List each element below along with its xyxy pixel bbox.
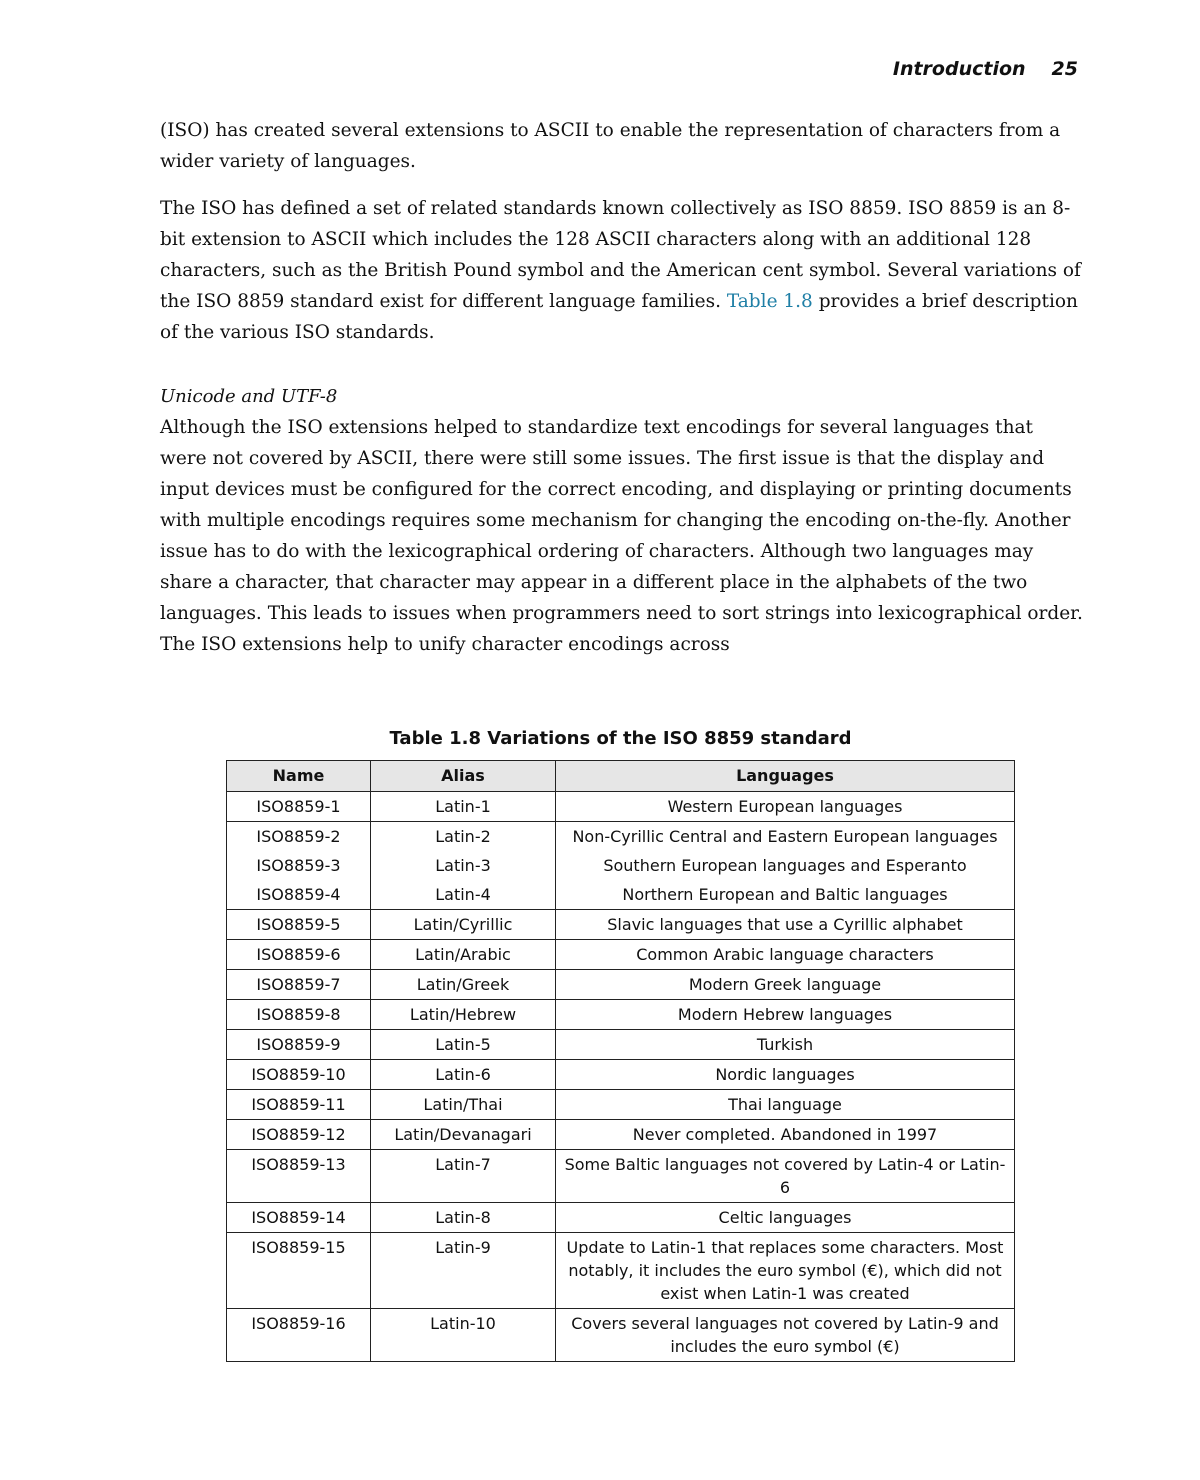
cell-name: ISO8859-6 [227,940,371,970]
table-row [227,1150,1015,1203]
cell-alias: Latin-2 [371,822,556,852]
cell-alias: Latin-6 [371,1060,556,1090]
cell-alias: Latin/Devanagari [371,1120,556,1150]
cell-languages: Celtic languages [556,1203,1015,1233]
cell-languages: Turkish [556,1030,1015,1060]
header-languages: Languages [556,761,1015,792]
paragraph-1-text: (ISO) has created several extensions to ASCII to enable the representation of characters from a wider variety of languages. [160,120,1061,172]
cell-name: ISO8859-15 [227,1233,371,1309]
cell-alias: Latin-5 [371,1030,556,1060]
cell-alias: Latin/Greek [371,970,556,1000]
cell-name: ISO8859-2 [227,822,371,852]
cell-name: ISO8859-5 [227,910,371,940]
table-row [227,1060,1015,1090]
cell-name: ISO8859-1 [227,792,371,822]
cell-languages: Update to Latin-1 that replaces some characters. Most notably, it includes the euro symbol (€), which did not exist when Latin-1 was created [556,1233,1015,1309]
running-head [893,58,1078,80]
cell-name: ISO8859-16 [227,1309,371,1362]
cell-alias: Latin-1 [371,792,556,822]
cell-name: ISO8859-3 [227,851,371,880]
cell-languages: Non-Cyrillic Central and Eastern European languages [556,822,1015,852]
cell-name: ISO8859-13 [227,1150,371,1203]
cell-alias: Latin/Hebrew [371,1000,556,1030]
table-header-row [227,761,1015,792]
table-row [227,792,1015,822]
table-row [227,940,1015,970]
cell-languages: Never completed. Abandoned in 1997 [556,1120,1015,1150]
cell-languages: Some Baltic languages not covered by Latin-4 or Latin-6 [556,1150,1015,1203]
cell-alias: Latin/Arabic [371,940,556,970]
cell-languages: Southern European languages and Esperanto [556,851,1015,880]
paragraph-2 [160,193,1085,348]
cell-alias: Latin/Thai [371,1090,556,1120]
paragraph-2-text [160,193,1085,348]
table-row [227,822,1015,852]
cell-languages: Thai language [556,1090,1015,1120]
cell-name: ISO8859-7 [227,970,371,1000]
cell-languages: Common Arabic language characters [556,940,1015,970]
paragraph-3 [160,412,1085,660]
cell-languages: Modern Greek language [556,970,1015,1000]
cell-name: ISO8859-11 [227,1090,371,1120]
cell-languages: Slavic languages that use a Cyrillic alphabet [556,910,1015,940]
table-row [227,851,1015,880]
table-row [227,1000,1015,1030]
table-row [227,1030,1015,1060]
header-alias: Alias [371,761,556,792]
cell-alias: Latin-7 [371,1150,556,1203]
cell-alias: Latin-10 [371,1309,556,1362]
paragraph-3-text: Although the ISO extensions helped to standardize text encodings for several languages that were not covered by ASCII, there were still some issues. The first issue is that the display and input devices must be configured for the correct encoding, and displaying or printing documents with multiple encodings requires some mechanism for changing the encoding on-the-fly. Another issue has to do with the lexicographical ordering of characters. Although two languages may share a character, that character may appear in a different place in the alphabets of the two languages. This leads to issues when programmers need to sort strings into lexicographical order. The ISO extensions help to unify character encodings across [160,417,1083,655]
header-name: Name [227,761,371,792]
cell-alias: Latin/Cyrillic [371,910,556,940]
page-number: 25 [1051,58,1078,80]
table-row [227,910,1015,940]
cell-name: ISO8859-8 [227,1000,371,1030]
cell-languages: Modern Hebrew languages [556,1000,1015,1030]
table-row [227,1309,1015,1362]
table-caption: Table 1.8 Variations of the ISO 8859 standard [389,728,852,749]
cell-name: ISO8859-9 [227,1030,371,1060]
cell-languages: Nordic languages [556,1060,1015,1090]
cell-alias: Latin-3 [371,851,556,880]
table-row [227,1090,1015,1120]
table-row [227,1120,1015,1150]
cell-name: ISO8859-14 [227,1203,371,1233]
cell-name: ISO8859-4 [227,880,371,910]
cell-languages: Western European languages [556,792,1015,822]
cell-languages: Covers several languages not covered by Latin-9 and includes the euro symbol (€) [556,1309,1015,1362]
cell-alias: Latin-9 [371,1233,556,1309]
cell-name: ISO8859-12 [227,1120,371,1150]
table-row [227,880,1015,910]
iso-8859-table [226,760,1015,1362]
table-row [227,1203,1015,1233]
cell-alias: Latin-8 [371,1203,556,1233]
paragraph-1 [160,115,1085,177]
section-title: Introduction [892,58,1026,80]
section-heading: Unicode and UTF-8 [160,386,338,407]
cell-languages: Northern European and Baltic languages [556,880,1015,910]
cell-alias: Latin-4 [371,880,556,910]
table-row [227,1233,1015,1309]
cell-name: ISO8859-10 [227,1060,371,1090]
paragraph-2-part-1: The ISO has defined a set of related standards known collectively as ISO 8859. ISO 8859 is an 8-bit extension to ASCII which includes the 128 ASCII characters along with an additional 128 characters, such as the British Pound symbol and the American cent symbol. Several variations of the ISO 8859 standard exist for different language families. [160,198,1081,312]
paragraph-2-part-2: provides a brief description of the various ISO standards. [160,291,1078,343]
table-row [227,970,1015,1000]
table-reference-link[interactable]: Table 1.8 [726,291,813,312]
